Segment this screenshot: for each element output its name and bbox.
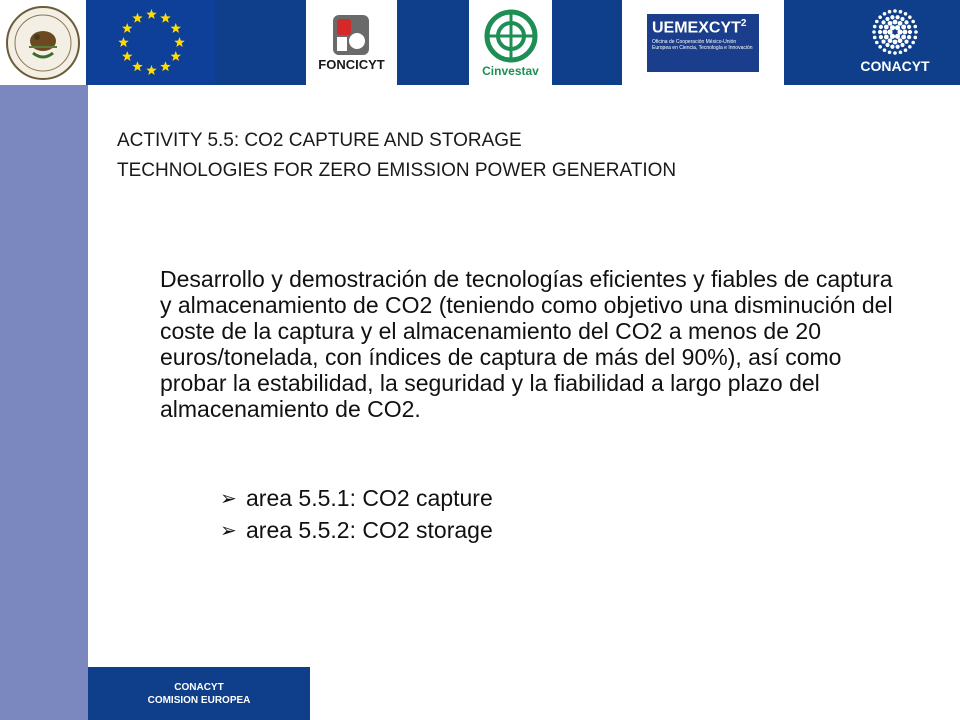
- footer-line-1: CONACYT: [174, 681, 224, 693]
- bullet-item: [220, 514, 820, 546]
- eu-star: [146, 9, 156, 19]
- foncicyt-logo: [306, 0, 397, 85]
- conacyt-dot: [903, 30, 908, 35]
- conacyt-dot: [885, 17, 889, 21]
- eu-star: [171, 51, 181, 61]
- eu-star: [160, 61, 170, 71]
- footer-label-box: [88, 667, 310, 720]
- conacyt-dot: [900, 43, 904, 47]
- conacyt-dot: [890, 25, 895, 30]
- eu-star: [174, 37, 184, 47]
- slide-body-text: Desarrollo y demostración de tecnologías eficientes y fiables de captura y almacenamiento de CO2 (teniendo como objetivo una disminución del coste de la captura y el almacenamiento del CO2 a menos de 20 euros/tonelada, con índices de captura de más del 90%), así como probar la estabilidad, la seguridad y la fiabilidad a largo plazo del almacenamiento de CO2.: [160, 266, 893, 422]
- conacyt-dot: [908, 45, 912, 49]
- eu-stars-icon: [88, 0, 215, 85]
- conacyt-dot: [872, 30, 876, 34]
- conacyt-dot: [901, 25, 906, 30]
- uemexcyt-logo: [622, 0, 784, 85]
- bullet-text: area 5.5.2: CO2 storage: [246, 516, 493, 543]
- eu-flag-logo: [88, 0, 215, 85]
- arrow-bullet-icon: ➢: [220, 519, 237, 542]
- conacyt-dot: [881, 20, 885, 24]
- conacyt-dot: [879, 35, 883, 39]
- arrow-bullet-icon: ➢: [220, 487, 237, 510]
- conacyt-dot: [896, 15, 900, 19]
- conacyt-dot: [913, 25, 917, 29]
- conacyt-dot: [893, 40, 898, 45]
- conacyt-dot: [878, 30, 882, 34]
- conacyt-dot: [878, 45, 882, 49]
- eu-star: [146, 65, 156, 75]
- conacyt-dot: [890, 15, 894, 19]
- conacyt-dot: [873, 36, 877, 40]
- conacyt-dot: [878, 15, 882, 19]
- eu-star: [118, 37, 128, 47]
- cinvestav-logo: [469, 0, 552, 85]
- uemexcyt-label: UEMEXCYT: [652, 18, 741, 36]
- conacyt-dot: [884, 25, 889, 30]
- conacyt-dot: [901, 35, 906, 40]
- conacyt-dot: [893, 20, 898, 25]
- footer-line-2: COMISION EUROPEA: [147, 694, 251, 706]
- conacyt-dot: [888, 21, 893, 26]
- conacyt-dot: [893, 9, 897, 13]
- conacyt-dot: [911, 41, 915, 45]
- conacyt-dot: [908, 30, 912, 34]
- conacyt-dot: [908, 15, 912, 19]
- conacyt-dot: [881, 40, 885, 44]
- conacyt-logo: [845, 8, 945, 80]
- conacyt-dot: [890, 45, 894, 49]
- conacyt-dot: [911, 20, 915, 24]
- conacyt-dot: [884, 35, 889, 40]
- conacyt-dot: [904, 40, 908, 44]
- conacyt-dot: [898, 38, 903, 43]
- bullet-text: area 5.5.1: CO2 capture: [246, 484, 493, 511]
- conacyt-dot: [907, 35, 911, 39]
- eu-star: [160, 13, 170, 23]
- conacyt-dot: [888, 38, 893, 43]
- eu-star: [122, 23, 132, 33]
- conacyt-dot: [907, 25, 911, 29]
- conacyt-dot: [898, 21, 903, 26]
- conacyt-dot: [890, 34, 895, 39]
- conacyt-icon: [871, 8, 919, 56]
- conacyt-dot: [899, 10, 903, 14]
- conacyt-dot: [873, 25, 877, 29]
- eu-star: [171, 23, 181, 33]
- eu-star: [132, 13, 142, 23]
- conacyt-dot: [895, 25, 900, 30]
- conacyt-dot: [895, 34, 900, 39]
- conacyt-dot: [883, 12, 887, 16]
- foncicyt-icon: [331, 13, 371, 57]
- conacyt-dot: [893, 51, 897, 55]
- conacyt-dot: [904, 12, 908, 16]
- conacyt-dot: [875, 41, 879, 45]
- conacyt-dot: [888, 50, 892, 54]
- mexico-seal-icon: [3, 3, 83, 83]
- conacyt-dot: [879, 25, 883, 29]
- conacyt-dot: [885, 43, 889, 47]
- conacyt-dot: [887, 29, 892, 34]
- foncicyt-label: FONCICYT: [318, 57, 385, 72]
- uemexcyt-subtitle: Oficina de Cooperación México-Unión Europea en Ciencia, Tecnología e Innovación: [652, 38, 753, 51]
- uemexcyt-superscript: 2: [740, 17, 747, 29]
- cinvestav-label: Cinvestav: [482, 63, 539, 78]
- conacyt-dot: [900, 17, 904, 21]
- conacyt-dot: [897, 29, 902, 34]
- conacyt-dot: [913, 36, 917, 40]
- left-sidebar-bar: [0, 85, 88, 720]
- conacyt-dot: [914, 30, 918, 34]
- footer-side-block: [0, 667, 88, 720]
- mexico-seal-logo: [0, 0, 86, 85]
- conacyt-dot: [875, 20, 879, 24]
- cinvestav-icon: [481, 8, 541, 64]
- conacyt-dot: [883, 48, 887, 52]
- conacyt-dot: [904, 20, 908, 24]
- conacyt-dot: [883, 30, 888, 35]
- eu-star: [122, 51, 132, 61]
- eu-star: [132, 61, 142, 71]
- title-line-2: TECHNOLOGIES FOR ZERO EMISSION POWER GENERATION: [117, 160, 677, 181]
- slide-title: [117, 126, 917, 186]
- conacyt-label: CONACYT: [860, 58, 930, 74]
- conacyt-dot: [899, 50, 903, 54]
- conacyt-dot: [888, 10, 892, 14]
- conacyt-dot: [904, 48, 908, 52]
- title-line-1: ACTIVITY 5.5: CO2 CAPTURE AND STORAGE: [117, 130, 522, 151]
- bullet-list: [220, 482, 820, 546]
- conacyt-dot: [896, 45, 900, 49]
- bullet-item: [220, 482, 820, 514]
